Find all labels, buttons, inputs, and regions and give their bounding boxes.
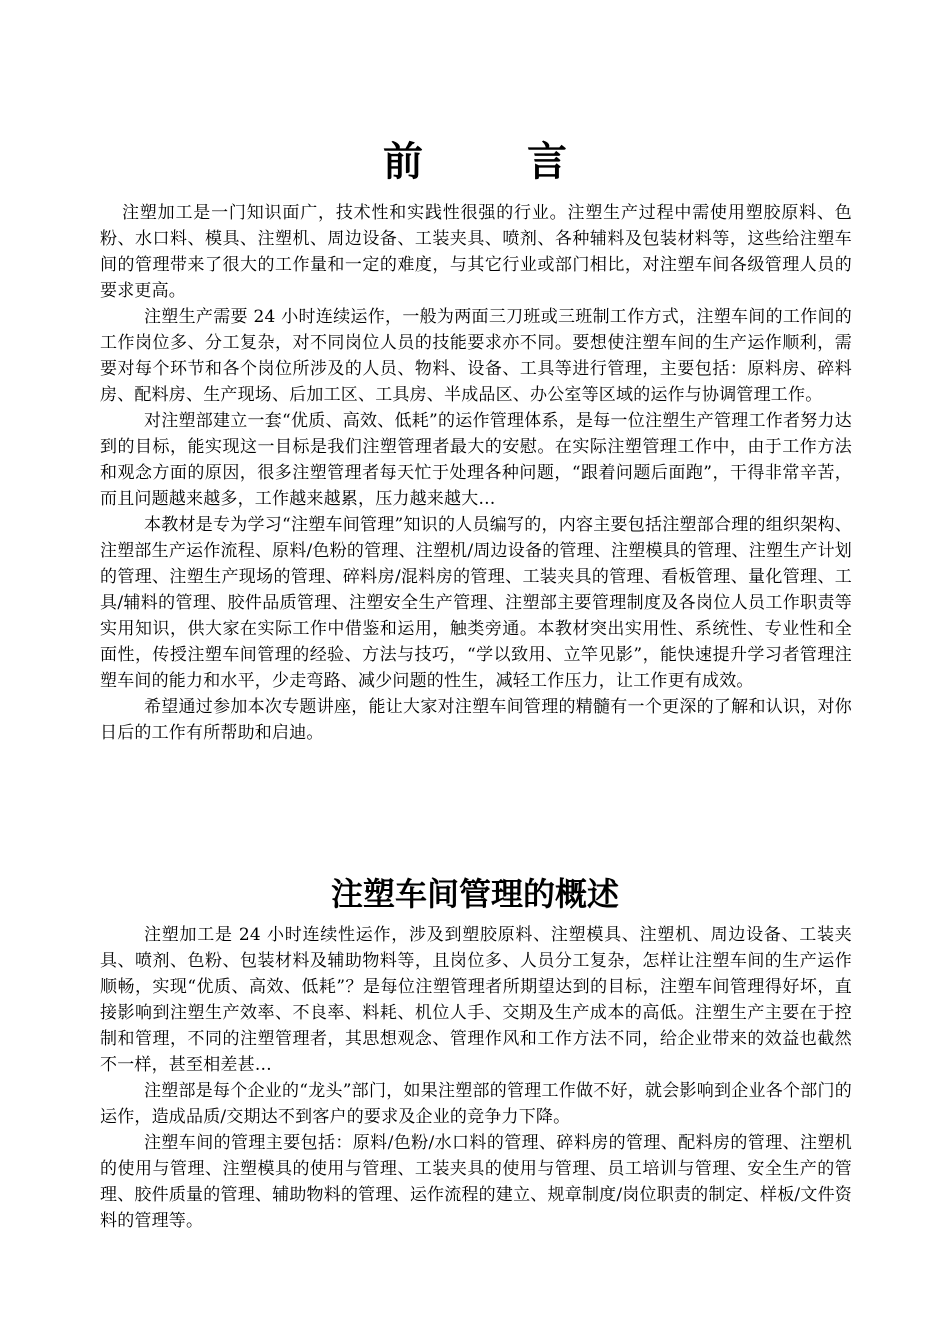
preface-title-char-1: 前 — [383, 138, 423, 185]
overview-title: 注塑车间管理的概述 — [330, 875, 619, 913]
overview-paragraph: 注塑加工是 24 小时连续性运作，涉及到塑胶原料、注塑模具、注塑机、周边设备、工装夹具、喷剂、色粉、包装材料及辅助物料等，且岗位多、人员分工复杂，怎样让注塑车间的生产运作顺畅，实现“优质、高效、低耗”？是每位注塑管理者所期望达到的目标，注塑车间管理得好坏，直接影响到注塑生产效率、不良率、料耗、机位人手、交期及生产成本的高低。注塑生产主要在于控制和管理，不同的注塑管理者，其思想观念、管理作风和工作方法不同，给企业带来的效益也截然不一样，甚至相差甚… — [100, 925, 852, 1075]
overview-paragraph: 注塑车间的管理主要包括：原料/色粉/水口料的管理、碎料房的管理、配料房的管理、注塑机的使用与管理、注塑模具的使用与管理、工装夹具的使用与管理、员工培训与管理、安全生产的管理、胶件质量的管理、辅助物料的管理、运作流程的建立、规章制度/岗位职责的制定、样板/文件资料的管理等。 — [100, 1133, 852, 1231]
overview-paragraph: 注塑部是每个企业的“龙头”部门，如果注塑部的管理工作做不好，就会影响到企业各个部门的运作，造成品质/交期达不到客户的要求及企业的竞争力下降。 — [100, 1081, 852, 1127]
preface-paragraph: 希望通过参加本次专题讲座，能让大家对注塑车间管理的精髓有一个更深的了解和认识，对你日后的工作有所帮助和启迪。 — [100, 697, 852, 743]
preface-paragraph: 注塑生产需要 24 小时连续运作，一般为两面三刀班或三班制工作方式，注塑车间的工作间的工作岗位多、分工复杂，对不同岗位人员的技能要求亦不同。要想使注塑车间的生产运作顺利，需要对每个环节和各个岗位所涉及的人员、物料、设备、工具等进行管理，主要包括：原料房、碎料房、配料房、生产现场、后加工区、工具房、半成品区、办公室等区域的运作与协调管理工作。 — [100, 307, 852, 405]
preface-body — [100, 200, 852, 746]
preface-paragraph: 注塑加工是一门知识面广，技术性和实践性很强的行业。注塑生产过程中需使用塑胶原料、色粉、水口料、模具、注塑机、周边设备、工装夹具、喷剂、各种辅料及包装材料等，这些给注塑车间的管理带来了很大的工作量和一定的难度，与其它行业或部门相比，对注塑车间各级管理人员的要求更高。 — [100, 203, 852, 301]
preface-title-char-2: 言 — [527, 138, 567, 185]
overview-body — [100, 922, 852, 1234]
preface-paragraph: 对注塑部建立一套“优质、高效、低耗”的运作管理体系，是每一位注塑生产管理工作者努力达到的目标，能实现这一目标是我们注塑管理者最大的安慰。在实际注塑管理工作中，由于工作方法和观念方面的原因，很多注塑管理者每天忙于处理各种问题，“跟着问题后面跑”，干得非常辛苦，而且问题越来越多，工作越来越累，压力越来越大… — [100, 411, 852, 509]
preface-title — [0, 138, 950, 186]
preface-paragraph: 本教材是专为学习“注塑车间管理”知识的人员编写的，内容主要包括注塑部合理的组织架构、注塑部生产运作流程、原料/色粉的管理、注塑机/周边设备的管理、注塑模具的管理、注塑生产计划的管理、注塑生产现场的管理、碎料房/混料房的管理、工装夹具的管理、看板管理、量化管理、工具/辅料的管理、胶件品质管理、注塑安全生产管理、注塑部主要管理制度及各岗位人员工作职责等实用知识，供大家在实际工作中借鉴和运用，触类旁通。本教材突出实用性、系统性、专业性和全面性，传授注塑车间管理的经验、方法与技巧，“学以致用、立竿见影”，能快速提升学习者管理注塑车间的能力和水平，少走弯路、减少问题的性生，减轻工作压力，让工作更有成效。 — [100, 515, 852, 691]
